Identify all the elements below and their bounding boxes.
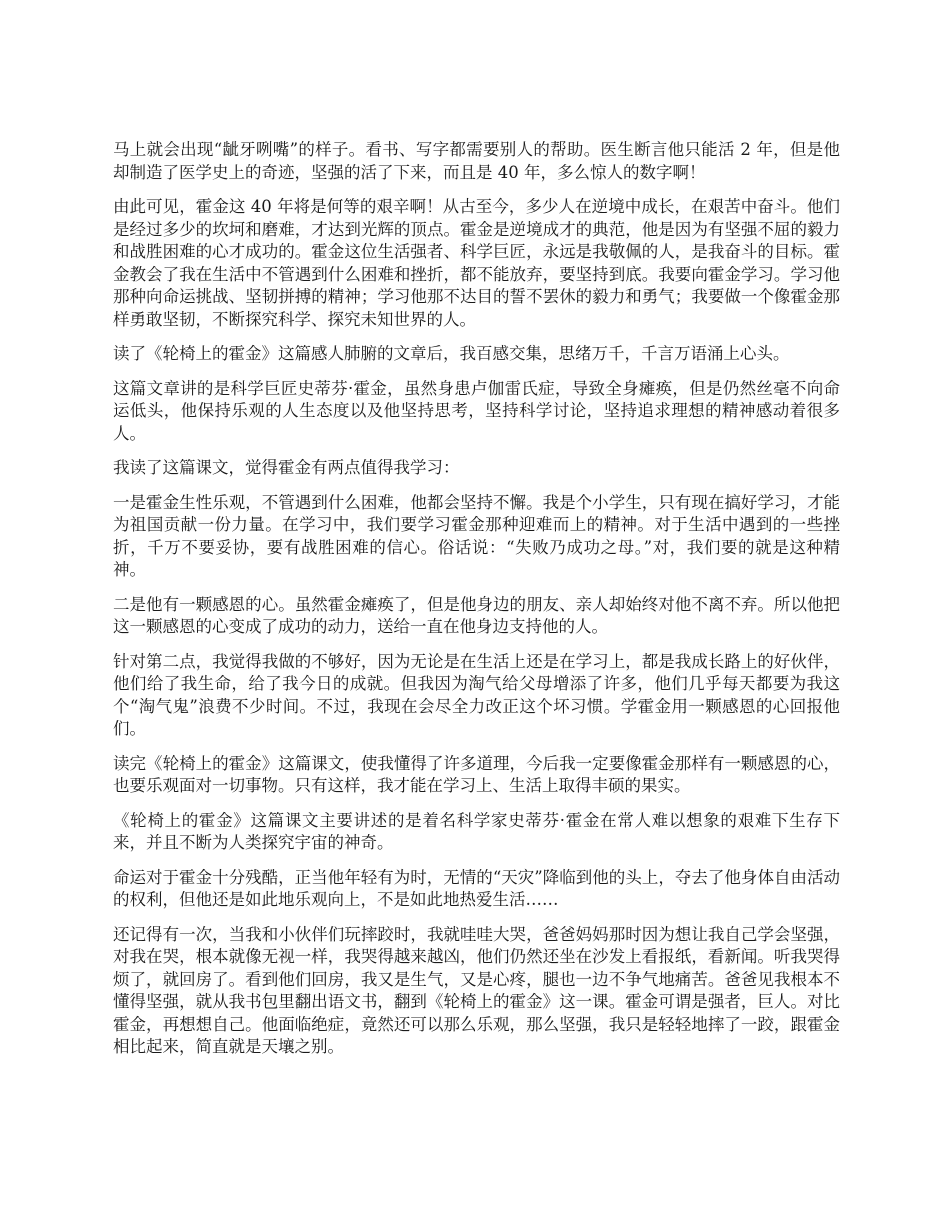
paragraph: 这篇文章讲的是科学巨匠史蒂芬·霍金，虽然身患卢伽雷氏症，导致全身瘫痪，但是仍然丝毫不向命运低头，他保持乐观的人生态度以及他坚持思考，坚持科学讨论，坚持追求理想的精神感动着很多人。	[113, 378, 840, 443]
paragraph: 针对第二点，我觉得我做的不够好，因为无论是在生活上还是在学习上，都是我成长路上的好伙伴，他们给了我生命，给了我今日的成就。但我因为淘气给父母增添了许多，他们几乎每天都要为我这个“淘气鬼”浪费不少时间。不过，我现在会尽全力改正这个坏习惯。学霍金用一颗感恩的心回报他们。	[113, 651, 840, 738]
paragraph: 还记得有一次，当我和小伙伴们玩摔跤时，我就哇哇大哭，爸爸妈妈那时因为想让我自己学会坚强，对我在哭，根本就像无视一样，我哭得越来越凶，他们仍然还坐在沙发上看报纸，看新闻。听我哭得烦了，就回房了。看到他们回房，我又是生气，又是心疼，腿也一边不争气地痛苦。爸爸见我根本不懂得坚强，就从我书包里翻出语文书，翻到《轮椅上的霍金》这一课。霍金可谓是强者，巨人。对比霍金，再想想自己。他面临绝症，竟然还可以那么乐观，那么坚强，我只是轻轻地摔了一跤，跟霍金相比起来，简直就是天壤之别。	[113, 924, 840, 1056]
paragraph: 二是他有一颗感恩的心。虽然霍金瘫痪了，但是他身边的朋友、亲人却始终对他不离不弃。所以他把这一颗感恩的心变成了成功的动力，送给一直在他身边支持他的人。	[113, 594, 840, 636]
paragraph: 读完《轮椅上的霍金》这篇课文，使我懂得了许多道理，今后我一定要像霍金那样有一颗感恩的心，也要乐观面对一切事物。只有这样，我才能在学习上、生活上取得丰硕的果实。	[113, 753, 840, 795]
paragraph: 一是霍金生性乐观，不管遇到什么困难，他都会坚持不懈。我是个小学生，只有现在搞好学习，才能为祖国贡献一份力量。在学习中，我们要学习霍金那种迎难而上的精神。对于生活中遇到的一些挫折，千万不要妥协，要有战胜困难的信心。俗话说：“失败乃成功之母。”对，我们要的就是这种精神。	[113, 492, 840, 579]
paragraph: 命运对于霍金十分残酷，正当他年轻有为时，无情的“天灾”降临到他的头上，夺去了他身体自由活动的权利，但他还是如此地乐观向上，不是如此地热爱生活……	[113, 867, 840, 909]
paragraph: 我读了这篇课文，觉得霍金有两点值得我学习：	[113, 458, 460, 477]
paragraph: 马上就会出现“龇牙咧嘴”的样子。看书、写字都需要别人的帮助。医生断言他只能活 2 年，但是他却制造了医学史上的奇迹，坚强的活了下来，而且是 40 年，多么惊人的数字啊！	[113, 140, 840, 182]
paragraph: 由此可见，霍金这 40 年将是何等的艰辛啊！从古至今，多少人在逆境中成长，在艰苦中奋斗。他们是经过多少的坎坷和磨难，才达到光辉的顶点。霍金是逆境成才的典范，他是因为有坚强不屈的毅力和战胜困难的心才成功的。霍金这位生活强者、科学巨匠，永远是我敬佩的人，是我奋斗的目标。霍金教会了我在生活中不管遇到什么困难和挫折，都不能放弃，要坚持到底。我要向霍金学习。学习他那种向命运挑战、坚韧拼搏的精神；学习他那不达目的誓不罢休的毅力和勇气；我要做一个像霍金那样勇敢坚韧，不断探究科学、探究未知世界的人。	[113, 197, 840, 329]
document-body	[113, 139, 840, 1071]
paragraph: 《轮椅上的霍金》这篇课文主要讲述的是着名科学家史蒂芬·霍金在常人难以想象的艰难下生存下来，并且不断为人类探究宇宙的神奇。	[113, 810, 840, 852]
paragraph: 读了《轮椅上的霍金》这篇感人肺腑的文章后，我百感交集，思绪万千，千言万语涌上心头。	[113, 344, 790, 363]
